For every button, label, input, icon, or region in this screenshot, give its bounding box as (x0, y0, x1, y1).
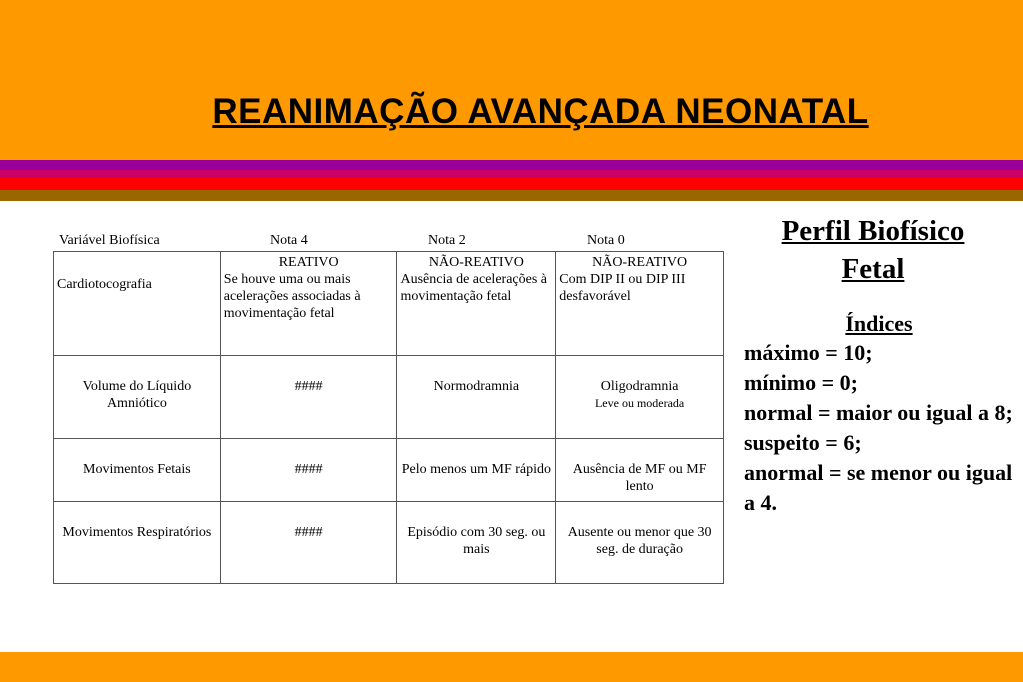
row-label: Movimentos Respiratórios (54, 502, 221, 584)
table-cell (220, 252, 397, 356)
cell-text: Ausência de acelerações à movimentação fetal (400, 272, 547, 304)
cell-text: Com DIP II ou DIP III desfavorável (559, 272, 686, 304)
sidebar-panel (744, 212, 1014, 518)
table-cell: Normodramnia (397, 356, 556, 439)
table-row (54, 439, 724, 502)
stripe-red (0, 178, 1023, 190)
header-variavel: Variável Biofísica (59, 233, 160, 248)
cell-text: Oligodramnia (600, 379, 679, 394)
row-label: Movimentos Fetais (54, 439, 221, 502)
cell-title: NÃO-REATIVO (428, 255, 524, 270)
cell-text: Se houve uma ou mais acelerações associadas à movimentação fetal (223, 272, 361, 321)
table-cell (397, 252, 556, 356)
header-nota2: Nota 2 (428, 233, 466, 248)
cell-title: NÃO-REATIVO (592, 255, 688, 270)
table-cell: #### (220, 439, 397, 502)
stripe-magenta (0, 170, 1023, 178)
top-orange-band (0, 0, 1023, 160)
table-row (54, 252, 724, 356)
stripe-purple (0, 160, 1023, 170)
cell-title: REATIVO (278, 255, 339, 270)
header-nota4: Nota 4 (270, 233, 308, 248)
sidebar-title (732, 212, 1014, 288)
row-label: Cardiotocografia (54, 252, 221, 356)
bottom-orange-band (0, 652, 1023, 682)
cell-subtext: Leve ou moderada (594, 396, 685, 410)
row-label: Volume do Líquido Amniótico (54, 356, 221, 439)
table-cell: Ausência de MF ou MF lento (556, 439, 724, 502)
indices-line: mínimo = 0; (744, 370, 858, 395)
table-cell (556, 252, 724, 356)
indices-line: máximo = 10; (744, 340, 873, 365)
biophysical-table (53, 251, 724, 584)
table-cell: Ausente ou menor que 30 seg. de duração (556, 502, 724, 584)
indices-line: suspeito = 6; (744, 430, 862, 455)
table-cell (556, 356, 724, 439)
table-row (54, 502, 724, 584)
table-cell: #### (220, 502, 397, 584)
indices-title: Índices (845, 311, 913, 336)
stripe-brown (0, 190, 1023, 201)
sidebar-title-line2: Fetal (841, 253, 905, 285)
sidebar-title-line1: Perfil Biofísico (781, 215, 965, 247)
indices-line: anormal = se menor ou igual a 4. (744, 460, 1013, 515)
indices-line: normal = maior ou igual a 8; (744, 400, 1013, 425)
header-nota0: Nota 0 (587, 233, 625, 248)
table-row (54, 356, 724, 439)
table-cell: #### (220, 356, 397, 439)
slide-title: REANIMAÇÃO AVANÇADA NEONATAL (212, 92, 869, 131)
table-cell: Episódio com 30 seg. ou mais (397, 502, 556, 584)
table-cell: Pelo menos um MF rápido (397, 439, 556, 502)
